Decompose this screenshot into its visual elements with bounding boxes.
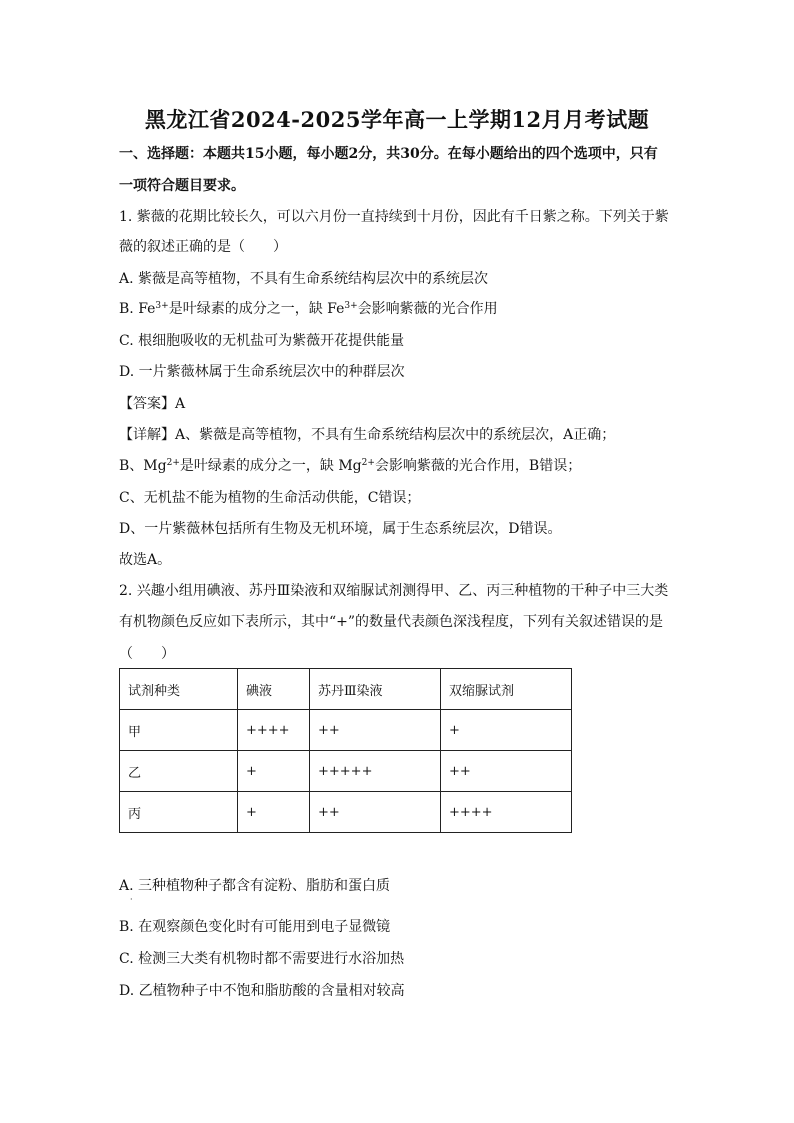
table-cell: + bbox=[441, 710, 572, 751]
table-cell: + bbox=[238, 751, 310, 792]
q1-option-a: A. 紫薇是高等植物，不具有生命系统结构层次中的系统层次 bbox=[119, 271, 489, 287]
q2-stem-line2: 有机物颜色反应如下表所示，其中“+”的数量代表颜色深浅程度，下列有关叙述错误的是 bbox=[119, 614, 664, 630]
q2-option-b: B. 在观察颜色变化时有可能用到电子显微镜 bbox=[119, 919, 391, 935]
q2-stem-line1: 2. 兴趣小组用碘液、苏丹Ⅲ染液和双缩脲试剂测得甲、乙、丙三种植物的干种子中三大类 bbox=[119, 583, 669, 599]
table-row bbox=[120, 751, 572, 792]
table-header-cell: 双缩脲试剂 bbox=[441, 669, 572, 710]
table-row bbox=[120, 792, 572, 833]
table-cell: ++ bbox=[310, 710, 441, 751]
page-title: 黑龙江省2024-2025学年高一上学期12月月考试题 bbox=[144, 107, 650, 132]
reagent-table bbox=[119, 668, 572, 833]
table-header-cell: 碘液 bbox=[238, 669, 310, 710]
q1-detail-d: D、一片紫薇林包括所有生物及无机环境，属于生态系统层次，D错误。 bbox=[119, 521, 562, 537]
table-row bbox=[120, 710, 572, 751]
table-cell: + bbox=[238, 792, 310, 833]
table-cell: ++++ bbox=[441, 792, 572, 833]
decorative-dot: · bbox=[130, 895, 133, 904]
table-header-cell: 苏丹Ⅲ染液 bbox=[310, 669, 441, 710]
table-cell: ++++ bbox=[238, 710, 310, 751]
q1-detail-a: 【详解】A、紫薇是高等植物，不具有生命系统结构层次中的系统层次，A正确； bbox=[119, 427, 616, 443]
q2-stem-line3: （ ） bbox=[119, 646, 175, 662]
q1-detail-c: C、无机盐不能为植物的生命活动供能，C错误； bbox=[119, 490, 421, 506]
q1-detail-b: B、$Mg^{2+}$是叶绿素的成分之一，缺 $Mg^{2+}$会影响紫薇的光合作用，B错误； bbox=[119, 458, 582, 474]
table-cell: ++ bbox=[310, 792, 441, 833]
section-instruction-line1: 一、选择题：本题共15小题，每小题2分，共30分。在每小题给出的四个选项中，只有 bbox=[119, 146, 658, 162]
q1-answer: 【答案】A bbox=[119, 396, 186, 412]
table-cell: 丙 bbox=[120, 792, 238, 833]
q1-stem-line2: 薇的叙述正确的是（ ） bbox=[119, 239, 287, 255]
q1-stem-line1: 1. 紫薇的花期比较长久，可以六月份一直持续到十月份，因此有千日紫之称。下列关于紫 bbox=[119, 209, 669, 225]
section-instruction-line2: 一项符合题目要求。 bbox=[119, 178, 245, 194]
table-header-row bbox=[120, 669, 572, 710]
q2-option-d: D. 乙植物种子中不饱和脂肪酸的含量相对较高 bbox=[119, 983, 405, 999]
q2-option-a: A. 三种植物种子都含有淀粉、脂肪和蛋白质 bbox=[119, 878, 391, 894]
table-cell: 甲 bbox=[120, 710, 238, 751]
q1-conclusion: 故选A。 bbox=[119, 552, 172, 568]
table-cell: 乙 bbox=[120, 751, 238, 792]
table-cell: ++ bbox=[441, 751, 572, 792]
q1-option-b: B. $Fe^{3+}$是叶绿素的成分之一，缺 $Fe^{3+}$会影响紫薇的光合作用 bbox=[119, 301, 498, 317]
table-cell: +++++ bbox=[310, 751, 441, 792]
table-header-cell: 试剂种类 bbox=[120, 669, 238, 710]
q2-option-c: C. 检测三大类有机物时都不需要进行水浴加热 bbox=[119, 951, 405, 967]
q1-option-d: D. 一片紫薇林属于生命系统层次中的种群层次 bbox=[119, 364, 405, 380]
q1-option-c: C. 根细胞吸收的无机盐可为紫薇开花提供能量 bbox=[119, 333, 405, 349]
